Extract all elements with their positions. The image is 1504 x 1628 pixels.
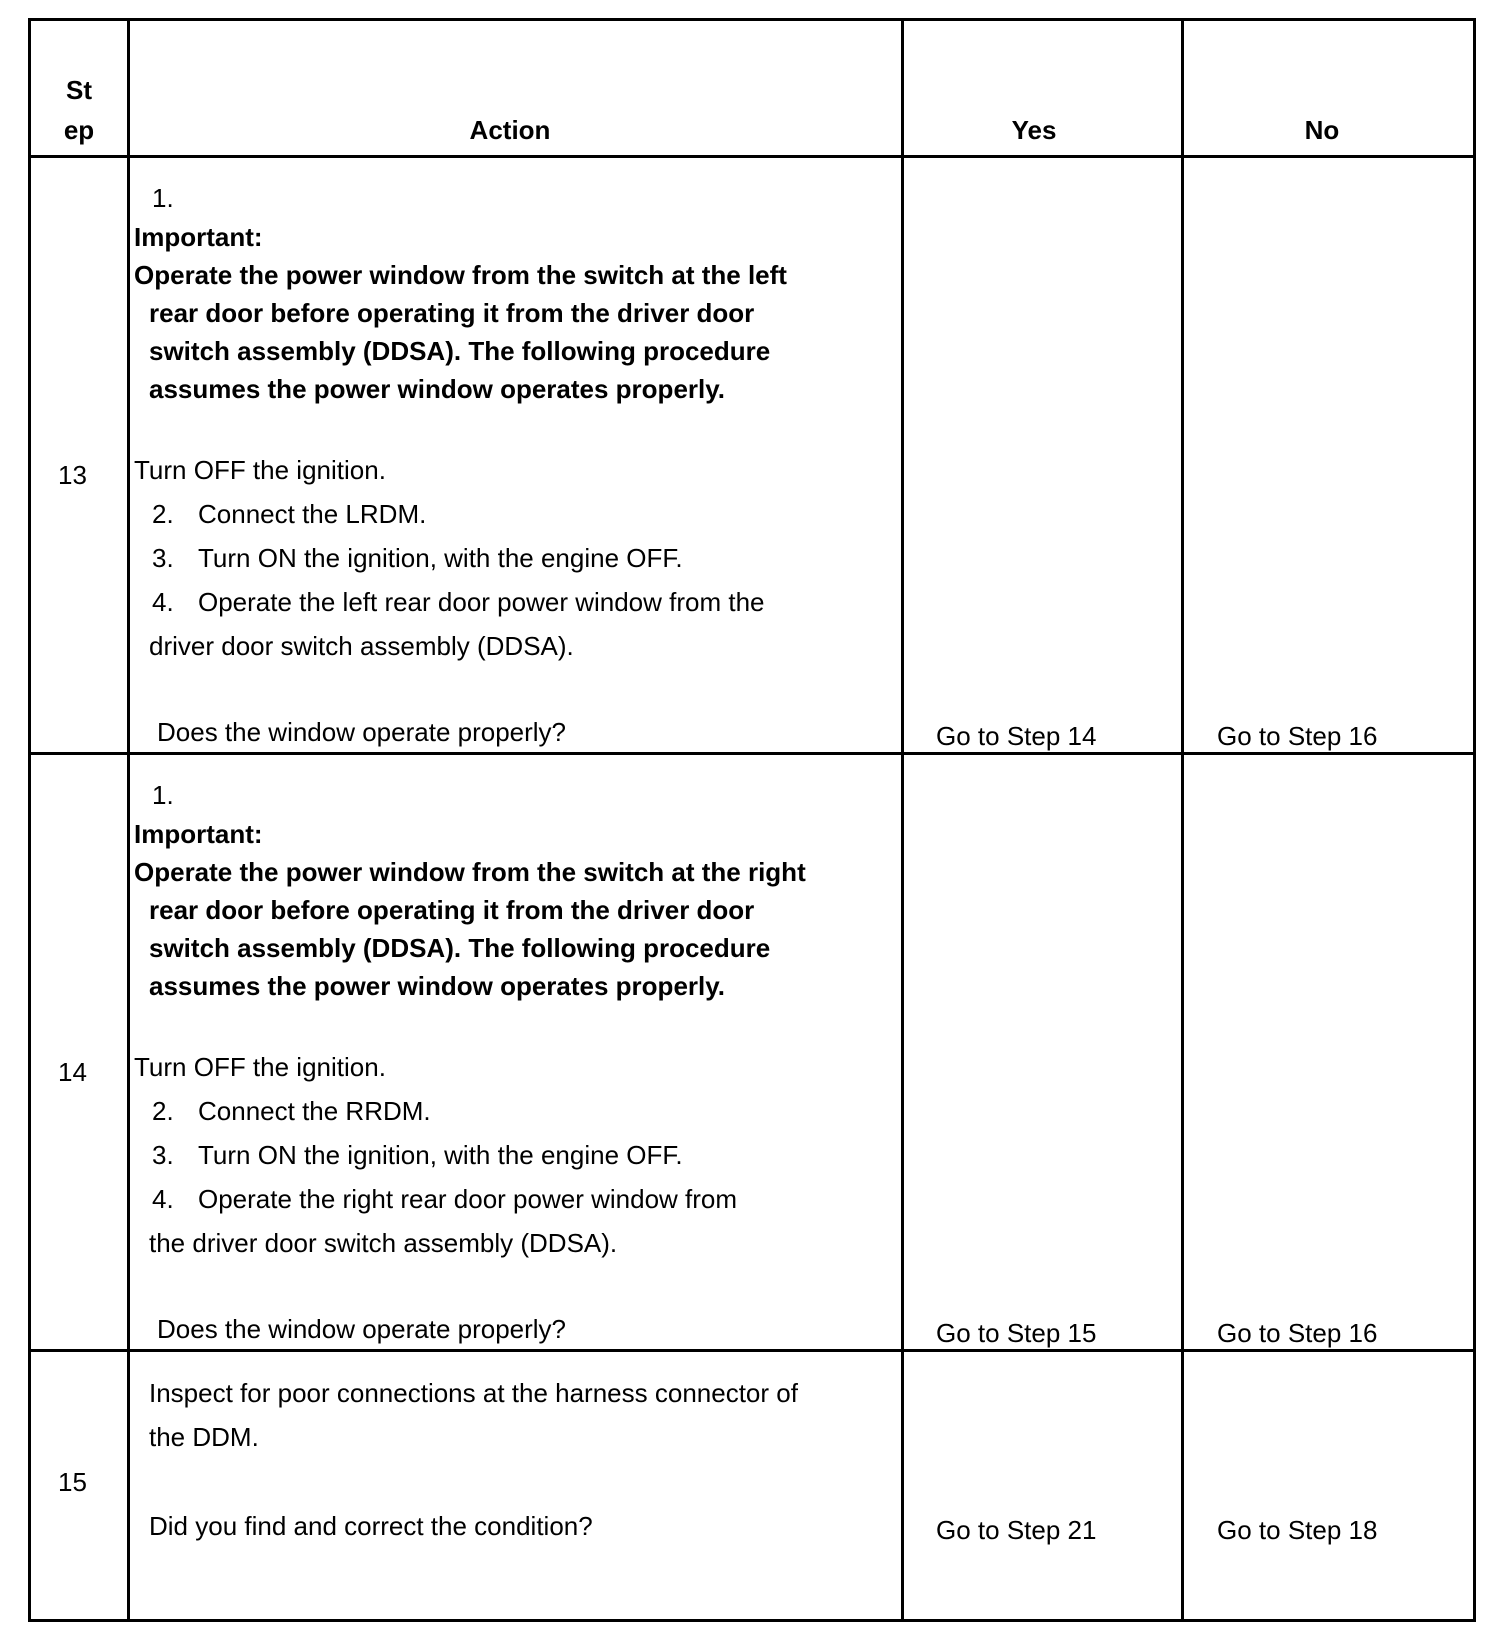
no-answer: Go to Step 16	[1217, 1318, 1378, 1348]
table-border-bottom	[28, 1619, 1476, 1622]
header-yes: Yes	[1011, 115, 1057, 145]
list-number: 4.	[152, 1184, 174, 1214]
instruction-text: Connect the LRDM.	[198, 499, 427, 529]
table-border-top	[28, 18, 1476, 21]
list-number: 3.	[152, 1140, 174, 1170]
important-note-line: Operate the power window from the switch at the left	[134, 260, 787, 290]
header-divider	[28, 155, 1476, 158]
important-note-line: Operate the power window from the switch at the right	[134, 857, 806, 887]
instruction-text: Connect the RRDM.	[198, 1096, 431, 1126]
list-number: 1.	[152, 780, 174, 810]
important-label: Important:	[134, 819, 263, 849]
list-number: 1.	[152, 183, 174, 213]
list-number: 3.	[152, 543, 174, 573]
column-divider	[901, 18, 904, 1622]
instruction-text: Turn ON the ignition, with the engine OFF.	[198, 543, 683, 573]
step-number: 13	[58, 460, 87, 490]
row-divider	[28, 1349, 1476, 1352]
instruction-text: the DDM.	[149, 1422, 259, 1452]
list-number: 2.	[152, 499, 174, 529]
list-number: 4.	[152, 587, 174, 617]
instruction-text: Operate the right rear door power window from	[198, 1184, 738, 1214]
instruction-text: driver door switch assembly (DDSA).	[149, 631, 574, 661]
column-divider	[127, 18, 130, 1622]
important-note-line: switch assembly (DDSA). The following procedure	[149, 336, 771, 366]
yes-answer: Go to Step 21	[936, 1515, 1097, 1545]
header-no: No	[1304, 115, 1340, 145]
question-text: Does the window operate properly?	[157, 717, 567, 747]
step-number: 15	[58, 1467, 87, 1497]
table-border-left	[28, 18, 31, 1622]
important-note-line: assumes the power window operates properly.	[149, 374, 725, 404]
important-note-line: rear door before operating it from the driver door	[149, 895, 755, 925]
question-text: Does the window operate properly?	[157, 1314, 567, 1344]
no-answer: Go to Step 18	[1217, 1515, 1378, 1545]
important-note-line: switch assembly (DDSA). The following procedure	[149, 933, 771, 963]
instruction-text: Inspect for poor connections at the harness connector of	[149, 1378, 798, 1408]
no-answer: Go to Step 16	[1217, 721, 1378, 751]
yes-answer: Go to Step 15	[936, 1318, 1097, 1348]
row-divider	[28, 752, 1476, 755]
instruction-text: Turn OFF the ignition.	[134, 455, 386, 485]
instruction-text: Turn ON the ignition, with the engine OFF.	[198, 1140, 683, 1170]
yes-answer: Go to Step 14	[936, 721, 1097, 751]
diagnostic-table	[28, 18, 1476, 1622]
header-action: Action	[469, 115, 551, 145]
header-step	[31, 70, 127, 150]
important-label: Important:	[134, 222, 263, 252]
table-border-right	[1473, 18, 1476, 1622]
instruction-text: the driver door switch assembly (DDSA).	[149, 1228, 618, 1258]
important-note-line: assumes the power window operates properly.	[149, 971, 725, 1001]
instruction-text: Operate the left rear door power window from the	[198, 587, 765, 617]
header-step-line2: ep	[63, 115, 95, 145]
column-divider	[1181, 18, 1184, 1622]
instruction-text: Turn OFF the ignition.	[134, 1052, 386, 1082]
header-step-line1: St	[66, 75, 92, 105]
important-note-line: rear door before operating it from the driver door	[149, 298, 755, 328]
question-text: Did you find and correct the condition?	[149, 1511, 593, 1541]
list-number: 2.	[152, 1096, 174, 1126]
step-number: 14	[58, 1057, 87, 1087]
